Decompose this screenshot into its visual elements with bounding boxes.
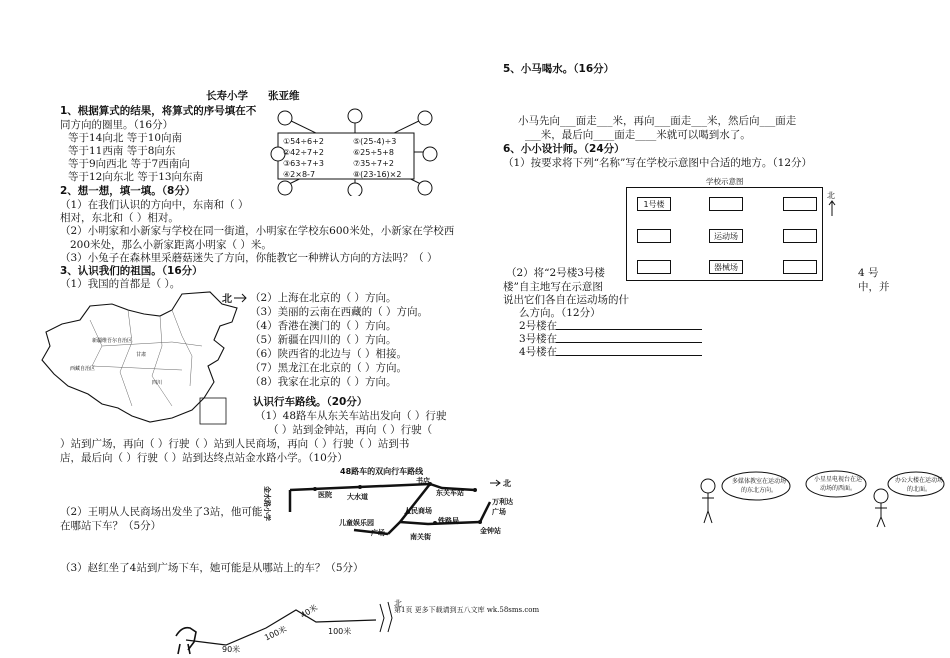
diagram-box[interactable] (637, 229, 671, 243)
q6-line: 楼”自主地写在示意图 (503, 281, 603, 293)
diagram-box[interactable] (783, 260, 817, 274)
q6-line: 中，并 (858, 281, 890, 293)
formula: ⑦35÷7+2 (353, 159, 394, 168)
station-label: 儿童娱乐园 (339, 519, 374, 527)
answer-line[interactable] (556, 329, 702, 330)
station-label: 东关车站 (436, 489, 464, 497)
q4-sub2b: 在哪站下车？（5分） (60, 520, 162, 532)
station-label: 金钟站 (480, 527, 501, 535)
path-label: 40米 (298, 603, 320, 620)
q3-item: （4）香港在澳门的（ ）方向。 (250, 320, 397, 332)
answer-label: 2号楼在 (519, 320, 558, 332)
school-north-label: 北 (827, 191, 835, 200)
route-map-title: 48路车的双向行车路线 (340, 467, 424, 476)
q3-line: （1）我国的首都是（ ）。 (60, 278, 181, 290)
path-label: 100米 (263, 624, 289, 643)
q6-line: 说出它们各自在运动场的什 (503, 294, 629, 306)
q1-row: 等于12向东北 等于13向东南 (68, 171, 204, 183)
q2-line: （3）小兔子在森林里采蘑菇迷失了方向，你能教它一种辨认方向的方法吗？（ ） (60, 252, 438, 264)
q3-item: （2）上海在北京的（ ）方向。 (250, 292, 397, 304)
q5-title: 5、小马喝水。（16分） (503, 63, 615, 75)
answer-label: 3号楼在 (519, 333, 558, 345)
q6-line: （1）按要求将下列“名称”写在学校示意图中合适的地方。（12分） (503, 157, 813, 169)
diagram-box[interactable] (709, 197, 743, 211)
q4-line: 店，最后向（ ）行驶（ ）站到达终点站金水路小学。（10分） (60, 452, 348, 464)
q3-item: （8）我家在北京的（ ）方向。 (250, 376, 397, 388)
answer-line[interactable] (556, 342, 702, 343)
station-label: 南关街 (410, 533, 431, 541)
teacher-name: 张亚维 (268, 90, 300, 102)
diagram-box[interactable] (783, 229, 817, 243)
answer-line[interactable] (556, 355, 702, 356)
diagram-box[interactable]: 运动场 (709, 229, 743, 243)
diagram-box[interactable]: 器械场 (709, 260, 743, 274)
station-label: 广场 (371, 529, 385, 537)
speech-bubble: 多媒体教室在运动场的东北方向。 (731, 478, 786, 494)
q4-sub2: （2）王明从人民商场出发坐了3站，他可能 (60, 506, 263, 518)
q1-row: 等于9向西北 等于7西南向 (68, 158, 190, 170)
formula: ④2×8-7 (283, 170, 316, 179)
map-north-label: 北 (222, 294, 232, 305)
svg-text:甘肃: 甘肃 (136, 352, 147, 358)
station-label: 书店 (416, 477, 430, 485)
station-label: 金水路小学 (263, 486, 271, 521)
q6-title: 6、小小设计师。（24分） (503, 143, 625, 155)
north-arrow-icon (490, 479, 502, 487)
station-label: 万利达广场 (492, 498, 513, 516)
formula: ③63÷7+3 (283, 159, 324, 168)
q2-line: （2）小明家和小新家与学校在同一街道，小明家在学校东600米处，小新家在学校西 (60, 225, 455, 237)
page-footer: 第1页 更多下载请到五八文库 wk.58sms.com (394, 606, 540, 614)
speech-bubble: 小星星电视台在运动场的西面。 (813, 476, 862, 492)
formula: ⑧(23-16)×2 (353, 170, 402, 179)
formula: ②42÷7+2 (283, 148, 324, 157)
school-diagram-title: 学校示意图 (706, 177, 744, 186)
north-arrow-icon (234, 293, 248, 303)
station-label: 铁路局 (438, 517, 459, 525)
q1-row: 等于14向北 等于10向南 (68, 132, 183, 144)
formula: ①54÷6+2 (283, 137, 324, 146)
q6-line: 么方向。（12分） (519, 307, 601, 319)
q3-title: 3、认识我们的祖国。（16分） (60, 265, 203, 277)
path-label: 100米 (328, 627, 352, 636)
diagram-box[interactable] (637, 260, 671, 274)
q4-sub3: （3）赵红坐了4站到广场下车，她可能是从哪站上的车？（5分） (60, 562, 364, 574)
q2-line: 200米处，那么小新家距离小明家（ ）米。 (70, 239, 272, 251)
q5-line: ___米，最后向____面走____米就可以喝到水了。 (525, 129, 751, 141)
q3-item: （3）美丽的云南在西藏的（ ）方向。 (250, 306, 429, 318)
path-label: 90米 (222, 645, 241, 654)
q6-line: （2）将“2号楼3号楼 (506, 267, 605, 279)
formula: ⑥25÷5+8 (353, 148, 394, 157)
route-map-north: 北 (503, 479, 511, 488)
school-name: 长寿小学 (206, 90, 248, 102)
q2-line: （1）在我们认识的方向中，东南和（ ） (60, 199, 249, 211)
answer-label: 4号楼在 (519, 346, 558, 358)
q2-title: 2、想一想，填一填。（8分） (60, 185, 196, 197)
q3-item: （5）新疆在四川的（ ）方向。 (250, 334, 397, 346)
q4-line: （ ）站到金钟站，再向（ ）行驶（ (268, 424, 433, 436)
formula: ⑤(25-4)÷3 (353, 137, 397, 146)
north-arrow-icon (828, 200, 836, 216)
station-label: 大水道 (347, 493, 368, 501)
q4-line: ）站到广场，再向（ ）行驶（ ）站到人民商场，再向（ ）行驶（ ）站到书 (60, 438, 410, 450)
q1-title: 1、根据算式的结果，将算式的序号填在不 (60, 105, 257, 117)
diagram-box[interactable]: 1号楼 (637, 197, 671, 211)
china-map (32, 286, 247, 436)
station-label: 医院 (318, 491, 332, 499)
q1-row: 等于11西南 等于8向东 (68, 145, 176, 157)
q3-item: （7）黑龙江在北京的（ ）方向。 (250, 362, 408, 374)
q6-line: 4 号 (858, 267, 879, 279)
q4-line: （1）48路车从东关车站出发向（ ）行驶 (255, 410, 447, 422)
q2-line: 相对，东北和（ ）相对。 (60, 212, 179, 224)
svg-text:西藏自治区: 西藏自治区 (70, 366, 96, 372)
svg-text:新疆维吾尔自治区: 新疆维吾尔自治区 (92, 338, 133, 344)
bottom-north-label: 北 (394, 599, 402, 608)
q3-item: （6）陕西省的北边与（ ）相接。 (250, 348, 408, 360)
station-label: 人民商场 (404, 507, 432, 515)
q4-title: 认识行车路线。（20分） (253, 396, 368, 408)
q5-line: 小马先向___面走___米，再向___面走___米，然后向___面走 (518, 115, 797, 127)
diagram-box[interactable] (783, 197, 817, 211)
q1-title2: 同方向的圈里。（16分） (60, 119, 174, 131)
svg-text:四川: 四川 (152, 380, 163, 386)
speech-bubble: 办公大楼在运动场的北面。 (895, 477, 944, 493)
